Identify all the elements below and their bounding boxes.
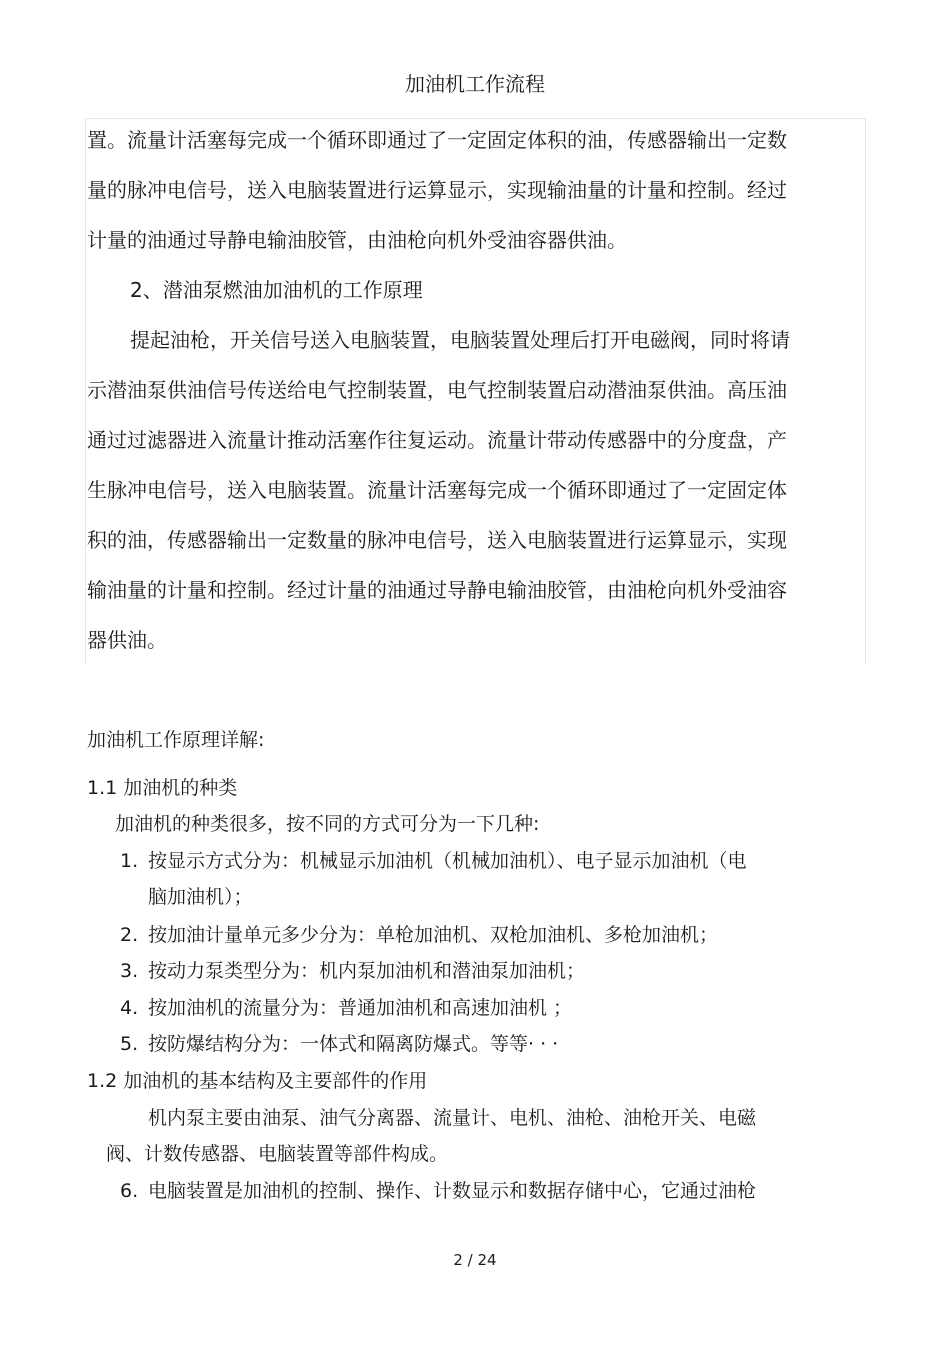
details-heading: 加油机工作原理详解:	[87, 729, 265, 751]
paragraph-line: 生脉冲电信号，送入电脑装置。流量计活塞每完成一个循环即通过了一定固定体	[87, 478, 787, 502]
page-number: 2 / 24	[453, 1251, 497, 1269]
list-item	[120, 1178, 756, 1204]
section-1-1-title: 1.1 加油机的种类	[87, 777, 238, 799]
paragraph-line: 置。流量计活塞每完成一个循环即通过了一定固定体积的油，传感器输出一定数	[87, 128, 787, 152]
section-1-1-intro: 加油机的种类很多，按不同的方式可分为一下几种:	[115, 813, 540, 835]
paragraph-line: 器供油。	[87, 628, 167, 652]
list-item	[120, 922, 718, 948]
list-number: 6.	[120, 1180, 139, 1202]
paragraph-line: 输油量的计量和控制。经过计量的油通过导静电输油胶管，由油枪向机外受油容	[87, 578, 787, 602]
list-text: 按防爆结构分为：一体式和隔离防爆式。等等· · ·	[148, 1033, 559, 1055]
list-number: 2.	[120, 924, 139, 946]
paragraph-line: 阀、计数传感器、电脑装置等部件构成。	[106, 1143, 449, 1165]
paragraph-line: 提起油枪，开关信号送入电脑装置，电脑装置处理后打开电磁阀，同时将请	[130, 328, 790, 352]
list-text: 按动力泵类型分为：机内泵加油机和潜油泵加油机；	[148, 960, 586, 982]
list-number: 5.	[120, 1033, 139, 1055]
list-text: 按加油计量单元多少分为：单枪加油机、双枪加油机、多枪加油机；	[148, 924, 719, 946]
list-number: 3.	[120, 960, 139, 982]
list-text: 电脑装置是加油机的控制、操作、计数显示和数据存储中心，它通过油枪	[148, 1180, 757, 1202]
list-item	[120, 995, 572, 1021]
paragraph-line: 机内泵主要由油泵、油气分离器、流量计、电机、油枪、油枪开关、电磁	[148, 1107, 757, 1129]
list-item-continuation	[120, 884, 253, 910]
list-text: 脑加油机）；	[148, 886, 253, 908]
paragraph-line: 示潜油泵供油信号传送给电气控制装置，电气控制装置启动潜油泵供油。高压油	[87, 378, 787, 402]
paragraph-line: 计量的油通过导静电输油胶管，由油枪向机外受油容器供油。	[87, 228, 627, 252]
list-item	[120, 848, 747, 874]
paragraph-line: 量的脉冲电信号，送入电脑装置进行运算显示，实现输油量的计量和控制。经过	[87, 178, 787, 202]
list-item	[120, 958, 585, 984]
list-item	[120, 1031, 558, 1057]
list-text: 按加油机的流量分为：普通加油机和高速加油机 ；	[148, 997, 573, 1019]
page-title: 加油机工作流程	[405, 72, 545, 96]
paragraph-line: 通过过滤器进入流量计推动活塞作往复运动。流量计带动传感器中的分度盘，产	[87, 428, 787, 452]
list-number: 4.	[120, 997, 139, 1019]
section-heading: 2、潜油泵燃油加油机的工作原理	[130, 278, 423, 302]
paragraph-line: 积的油，传感器输出一定数量的脉冲电信号，送入电脑装置进行运算显示，实现	[87, 528, 787, 552]
list-number: 1.	[120, 850, 139, 872]
section-1-2-title: 1.2 加油机的基本结构及主要部件的作用	[87, 1070, 428, 1092]
list-text: 按显示方式分为：机械显示加油机（机械加油机）、电子显示加油机（电	[148, 850, 747, 872]
